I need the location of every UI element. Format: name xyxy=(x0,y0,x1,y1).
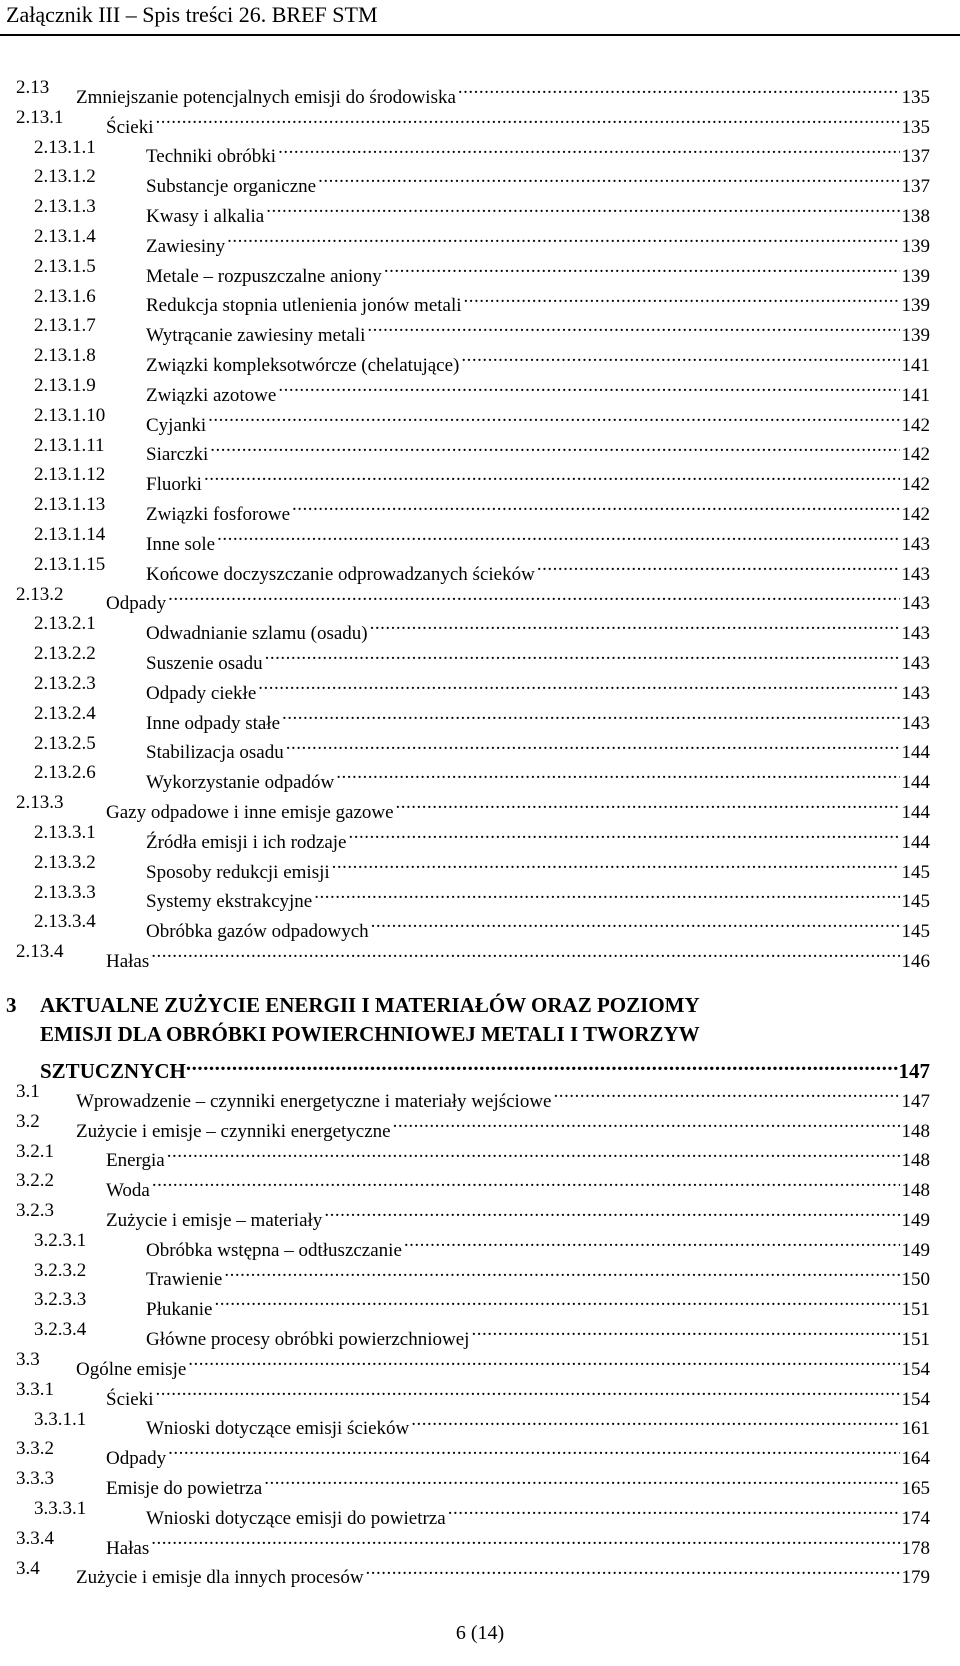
dot-leader xyxy=(292,490,899,520)
toc-entry[interactable] xyxy=(0,1256,960,1291)
toc-entry-title: Związki azotowe xyxy=(146,384,277,406)
toc-entry-title: Substancje organiczne xyxy=(146,176,317,198)
toc-entry-number: 3.2.3.3 xyxy=(34,1289,87,1311)
toc-entry-title: Odpady xyxy=(106,593,167,615)
toc-entry[interactable] xyxy=(0,192,960,227)
toc-entry-title: Suszenie osadu xyxy=(146,652,263,674)
toc-entry[interactable] xyxy=(0,1196,960,1231)
chapter-title-line-3-text: SZTUCZNYCH xyxy=(40,1058,186,1083)
toc-entry-page: 144 xyxy=(901,742,930,764)
toc-entry-number: 3.2.3.1 xyxy=(34,1229,87,1251)
toc-entry-number: 3.4 xyxy=(16,1557,40,1579)
toc-entry-page: 139 xyxy=(901,265,930,287)
toc-entry-title: Gazy odpadowe i inne emisje gazowe xyxy=(106,801,394,823)
dot-leader xyxy=(286,729,900,759)
toc-entry[interactable] xyxy=(0,520,960,555)
toc-entry-title: Wykorzystanie odpadów xyxy=(146,772,335,794)
toc-entry-number: 3.3.2 xyxy=(16,1438,54,1460)
toc-entry-page: 142 xyxy=(901,474,930,496)
toc-entry-number: 2.13.1.2 xyxy=(34,166,96,188)
toc-entry-page: 142 xyxy=(901,414,930,436)
toc-entry-page: 149 xyxy=(901,1209,930,1231)
dot-leader xyxy=(168,1434,899,1464)
toc-entry-number: 2.13.2 xyxy=(16,583,64,605)
toc-entry-number: 3.3.1 xyxy=(16,1378,54,1400)
toc-entry-title: Główne procesy obróbki powierzchniowej xyxy=(146,1329,470,1351)
toc-entry-page: 151 xyxy=(901,1299,930,1321)
toc-entry[interactable] xyxy=(0,490,960,525)
toc-entry-number: 3.3 xyxy=(16,1349,40,1371)
dot-leader xyxy=(324,1196,899,1226)
toc-entry-title: Obróbka gazów odpadowych xyxy=(146,921,369,943)
toc-entry-number: 2.13.1.3 xyxy=(34,196,96,218)
toc-entry-title: Trawienie xyxy=(146,1269,223,1291)
table-of-contents xyxy=(0,73,960,1589)
toc-entry-number: 2.13.2.2 xyxy=(34,643,96,665)
toc-entry-page: 142 xyxy=(901,444,930,466)
toc-entry-page: 150 xyxy=(901,1269,930,1291)
toc-entry[interactable] xyxy=(0,937,960,972)
toc-entry-body xyxy=(76,1554,930,1594)
toc-entry-number: 2.13.1.6 xyxy=(34,285,96,307)
toc-entry[interactable] xyxy=(0,788,960,823)
toc-entry-title: Stabilizacja osadu xyxy=(146,742,284,764)
toc-entry-number: 3.2.2 xyxy=(16,1170,54,1192)
toc-entry-title: Emisje do powietrza xyxy=(106,1478,263,1500)
toc-entry[interactable] xyxy=(0,1345,960,1380)
page-header: Załącznik III – Spis treści 26. BREF STM xyxy=(6,2,378,27)
toc-entry-title: Płukanie xyxy=(146,1299,213,1321)
toc-entry-number: 2.13.2.1 xyxy=(34,613,96,635)
toc-entry-page: 143 xyxy=(901,593,930,615)
toc-entry[interactable] xyxy=(0,431,960,466)
toc-entry-title: Wnioski dotyczące emisji ścieków xyxy=(146,1418,410,1440)
toc-entry-title: Energia xyxy=(106,1150,165,1172)
dot-leader xyxy=(348,818,899,848)
dot-leader xyxy=(367,311,899,341)
toc-entry-number: 2.13.4 xyxy=(16,941,64,963)
toc-entry-title: Odwadnianie szlamu (osadu) xyxy=(146,623,368,645)
toc-section-2 xyxy=(0,73,960,972)
toc-entry[interactable] xyxy=(0,222,960,257)
toc-entry-title: Odpady ciekłe xyxy=(146,682,257,704)
toc-entry-number: 2.13.2.6 xyxy=(34,762,96,784)
toc-entry-page: 135 xyxy=(901,86,930,108)
dot-leader xyxy=(167,1137,900,1167)
dot-leader xyxy=(208,401,899,431)
dot-leader xyxy=(266,192,899,222)
toc-entry-title: Ścieki xyxy=(106,1388,154,1410)
toc-entry-number: 2.13.1.9 xyxy=(34,374,96,396)
toc-entry-page: 143 xyxy=(901,533,930,555)
toc-entry-title: Wytrącanie zawiesiny metali xyxy=(146,325,366,347)
toc-entry-title: Wnioski dotyczące emisji do powietrza xyxy=(146,1507,446,1529)
dot-leader xyxy=(332,848,900,878)
toc-entry-number: 2.13 xyxy=(16,77,50,98)
toc-entry[interactable] xyxy=(0,818,960,853)
dot-leader xyxy=(461,341,899,371)
toc-entry-number: 2.13.1.11 xyxy=(34,434,105,456)
toc-entry[interactable] xyxy=(0,1405,960,1440)
toc-entry-page: 141 xyxy=(901,354,930,376)
toc-entry-title: Odpady xyxy=(106,1448,167,1470)
toc-entry-title: Systemy ekstrakcyjne xyxy=(146,891,313,913)
dot-leader xyxy=(258,669,899,699)
dot-leader xyxy=(411,1405,899,1435)
dot-leader xyxy=(215,1285,900,1315)
toc-entry-page: 137 xyxy=(901,176,930,198)
toc-entry-title: Związki kompleksotwórcze (chelatujące) xyxy=(146,354,460,376)
toc-section-3 xyxy=(0,1077,960,1589)
toc-entry[interactable] xyxy=(0,1524,960,1559)
toc-entry-title: Kwasy i alkalia xyxy=(146,205,265,227)
toc-entry-number: 2.13.1.10 xyxy=(34,404,106,426)
toc-entry-page: 147 xyxy=(901,1090,930,1112)
toc-entry-number: 2.13.1.12 xyxy=(34,464,106,486)
toc-entry-title: Ogólne emisje xyxy=(76,1358,187,1380)
toc-entry-page: 154 xyxy=(901,1358,930,1380)
toc-entry[interactable] xyxy=(0,73,960,108)
toc-entry[interactable] xyxy=(0,1166,960,1202)
toc-entry[interactable] xyxy=(0,311,960,347)
toc-entry-page: 143 xyxy=(901,682,930,704)
toc-entry[interactable] xyxy=(0,848,960,883)
toc-entry[interactable] xyxy=(0,1315,960,1351)
dot-leader xyxy=(318,162,899,192)
toc-entry-page: 146 xyxy=(901,950,930,972)
toc-entry-title: Zawiesiny xyxy=(146,235,226,257)
dot-leader xyxy=(336,758,899,788)
toc-entry-page: 144 xyxy=(901,831,930,853)
toc-entry-page: 137 xyxy=(901,146,930,168)
toc-entry[interactable] xyxy=(0,1226,960,1261)
toc-entry-number: 3.3.1.1 xyxy=(34,1408,87,1430)
toc-entry[interactable] xyxy=(0,669,960,704)
toc-entry[interactable] xyxy=(0,371,960,406)
dot-leader xyxy=(278,133,899,163)
toc-entry-title: Inne sole xyxy=(146,533,216,555)
toc-entry-title: Cyjanki xyxy=(146,414,207,436)
dot-leader xyxy=(151,937,899,967)
toc-entry-number: 2.13.1.5 xyxy=(34,255,96,277)
toc-entry-number: 2.13.3.4 xyxy=(34,911,96,933)
toc-entry-title: Zmniejszanie potencjalnych emisji do środowiska xyxy=(76,86,456,108)
toc-entry-page: 145 xyxy=(901,921,930,943)
toc-entry-number: 3.3.3.1 xyxy=(34,1498,87,1520)
toc-entry-body xyxy=(106,937,930,977)
toc-entry-title: Techniki obróbki xyxy=(146,146,277,168)
dot-leader xyxy=(168,580,899,610)
toc-entry-page: 145 xyxy=(901,891,930,913)
dot-leader xyxy=(471,1315,899,1345)
dot-leader xyxy=(217,520,899,550)
toc-entry-number: 2.13.3.1 xyxy=(34,821,96,843)
toc-entry[interactable] xyxy=(0,1137,960,1172)
toc-entry-page: 135 xyxy=(901,116,930,138)
toc-entry-page: 149 xyxy=(901,1239,930,1261)
toc-entry-number: 2.13.3.3 xyxy=(34,881,96,903)
toc-entry-page: 148 xyxy=(901,1120,930,1142)
toc-entry-number: 2.13.1.8 xyxy=(34,345,96,367)
dot-leader xyxy=(264,1464,899,1494)
toc-entry-page: 145 xyxy=(901,861,930,883)
header-divider xyxy=(0,34,960,36)
toc-entry-number: 2.13.2.4 xyxy=(34,702,96,724)
toc-entry-title: Woda xyxy=(106,1180,150,1202)
dot-leader xyxy=(396,788,900,818)
toc-entry-page: 151 xyxy=(901,1329,930,1351)
toc-entry-number: 3.2.3.4 xyxy=(34,1319,87,1341)
toc-entry-page: 138 xyxy=(901,205,930,227)
dot-leader xyxy=(210,431,899,461)
toc-entry-title: Inne odpady stałe xyxy=(146,712,281,734)
toc-entry[interactable] xyxy=(0,1285,960,1321)
dot-leader xyxy=(458,73,900,103)
toc-entry-title: Obróbka wstępna – odtłuszczanie xyxy=(146,1239,402,1261)
toc-entry-number: 2.13.2.5 xyxy=(34,732,96,754)
page-footer: 6 (14) xyxy=(455,1622,505,1644)
dot-leader xyxy=(265,639,900,669)
toc-entry-title: Zużycie i emisje – materiały xyxy=(106,1209,323,1231)
toc-entry-number: 2.13.1.1 xyxy=(34,136,96,158)
toc-entry-page: 148 xyxy=(901,1150,930,1172)
dot-leader xyxy=(448,1494,900,1524)
toc-entry-page: 139 xyxy=(901,235,930,257)
toc-entry-title: Związki fosforowe xyxy=(146,503,291,525)
toc-chapter-3[interactable] xyxy=(0,991,960,1083)
toc-entry-number: 3.3.4 xyxy=(16,1527,54,1549)
toc-entry[interactable] xyxy=(0,252,960,287)
dot-leader xyxy=(393,1107,900,1137)
toc-entry[interactable] xyxy=(0,580,960,615)
toc-entry-title: Końcowe doczyszczanie odprowadzanych ścieków xyxy=(146,563,535,585)
toc-entry[interactable] xyxy=(0,1494,960,1529)
dot-leader xyxy=(156,103,900,133)
toc-entry-title: Hałas xyxy=(106,950,150,972)
toc-entry-number: 2.13.1.14 xyxy=(34,523,106,545)
toc-entry[interactable] xyxy=(0,699,960,734)
toc-entry[interactable] xyxy=(0,1434,960,1470)
toc-entry-number: 2.13.2.3 xyxy=(34,672,96,694)
toc-entry-page: 154 xyxy=(901,1388,930,1410)
chapter-title-line-1: AKTUALNE ZUŻYCIE ENERGII I MATERIAŁÓW ORAZ POZIOMY xyxy=(40,992,700,1017)
dot-leader xyxy=(224,1256,899,1286)
toc-entry[interactable] xyxy=(0,103,960,138)
toc-entry-number: 3.2.3.2 xyxy=(34,1259,87,1281)
toc-entry-page: 143 xyxy=(901,712,930,734)
toc-entry-number: 2.13.3.2 xyxy=(34,851,96,873)
toc-entry[interactable] xyxy=(0,639,960,674)
toc-entry[interactable] xyxy=(0,758,960,794)
dot-leader xyxy=(151,1524,899,1554)
dot-leader xyxy=(554,1077,900,1107)
toc-entry-number: 2.13.3 xyxy=(16,792,64,814)
toc-entry[interactable] xyxy=(0,1077,960,1112)
toc-entry[interactable] xyxy=(0,907,960,943)
toc-entry-page: 164 xyxy=(901,1448,930,1470)
chapter-number: 3 xyxy=(6,992,17,1017)
toc-entry-number: 3.3.3 xyxy=(16,1468,54,1490)
toc-entry[interactable] xyxy=(0,133,960,168)
toc-entry-page: 165 xyxy=(901,1478,930,1500)
dot-leader xyxy=(314,878,899,908)
toc-entry-page: 148 xyxy=(901,1180,930,1202)
toc-entry-page: 143 xyxy=(901,623,930,645)
toc-entry[interactable] xyxy=(0,162,960,198)
dot-leader xyxy=(278,371,899,401)
toc-entry-page: 174 xyxy=(901,1507,930,1529)
toc-entry-page: 141 xyxy=(901,384,930,406)
toc-entry[interactable] xyxy=(0,282,960,317)
dot-leader xyxy=(537,550,900,580)
toc-entry-number: 2.13.1.13 xyxy=(34,494,106,516)
toc-entry[interactable] xyxy=(0,1375,960,1410)
toc-entry-title: Ścieki xyxy=(106,116,154,138)
toc-entry[interactable] xyxy=(0,1554,960,1589)
toc-entry[interactable] xyxy=(0,609,960,645)
chapter-title-line-2: EMISJI DLA OBRÓBKI POWIERCHNIOWEJ METALI I TWORZYW xyxy=(40,1021,700,1046)
toc-entry-number: 2.13.1.15 xyxy=(34,553,106,575)
dot-leader xyxy=(370,609,900,639)
toc-entry-number: 3.2.3 xyxy=(16,1200,54,1222)
toc-entry-number: 2.13.1.7 xyxy=(34,315,96,337)
chapter-page-number: 147 xyxy=(898,1058,930,1083)
dot-leader xyxy=(188,1345,899,1375)
toc-entry-page: 143 xyxy=(901,652,930,674)
toc-entry-title: Redukcja stopnia utlenienia jonów metali xyxy=(146,295,462,317)
dot-leader xyxy=(464,282,900,312)
dot-leader xyxy=(156,1375,900,1405)
toc-entry-page: 161 xyxy=(901,1418,930,1440)
toc-entry-page: 178 xyxy=(901,1537,930,1559)
toc-entry-title: Siarczki xyxy=(146,444,209,466)
dot-leader xyxy=(186,1049,899,1078)
toc-entry[interactable] xyxy=(0,1107,960,1142)
toc-entry-page: 144 xyxy=(901,772,930,794)
toc-entry[interactable] xyxy=(0,460,960,496)
dot-leader xyxy=(204,460,900,490)
toc-entry-number: 3.2.1 xyxy=(16,1140,54,1162)
toc-entry-page: 179 xyxy=(901,1567,930,1589)
toc-entry-title: Zużycie i emisje dla innych procesów xyxy=(76,1567,364,1589)
toc-entry-page: 143 xyxy=(901,563,930,585)
toc-entry-title: Metale – rozpuszczalne aniony xyxy=(146,265,382,287)
toc-entry-number: 2.13.1 xyxy=(16,106,64,128)
toc-entry-title: Zużycie i emisje – czynniki energetyczne xyxy=(76,1120,391,1142)
toc-entry-title: Źródła emisji i ich rodzaje xyxy=(146,831,347,853)
toc-entry-title: Sposoby redukcji emisji xyxy=(146,861,330,883)
dot-leader xyxy=(227,222,899,252)
toc-entry-title: Fluorki xyxy=(146,474,202,496)
toc-entry[interactable] xyxy=(0,401,960,436)
toc-entry-page: 139 xyxy=(901,325,930,347)
toc-entry[interactable] xyxy=(0,878,960,913)
toc-entry[interactable] xyxy=(0,729,960,764)
toc-entry-page: 142 xyxy=(901,503,930,525)
dot-leader xyxy=(366,1554,900,1584)
dot-leader xyxy=(404,1226,900,1256)
toc-entry-number: 3.1 xyxy=(16,1080,40,1102)
toc-entry[interactable] xyxy=(0,550,960,585)
toc-entry-number: 2.13.1.4 xyxy=(34,225,96,247)
dot-leader xyxy=(282,699,899,729)
toc-entry[interactable] xyxy=(0,341,960,376)
toc-entry-number: 3.2 xyxy=(16,1110,40,1132)
toc-entry[interactable] xyxy=(0,1464,960,1500)
toc-entry-title: Hałas xyxy=(106,1537,150,1559)
toc-entry-page: 144 xyxy=(901,801,930,823)
dot-leader xyxy=(384,252,900,282)
toc-entry-page: 139 xyxy=(901,295,930,317)
dot-leader xyxy=(152,1166,900,1196)
toc-entry-title: Wprowadzenie – czynniki energetyczne i materiały wejściowe xyxy=(76,1090,552,1112)
dot-leader xyxy=(371,907,900,937)
